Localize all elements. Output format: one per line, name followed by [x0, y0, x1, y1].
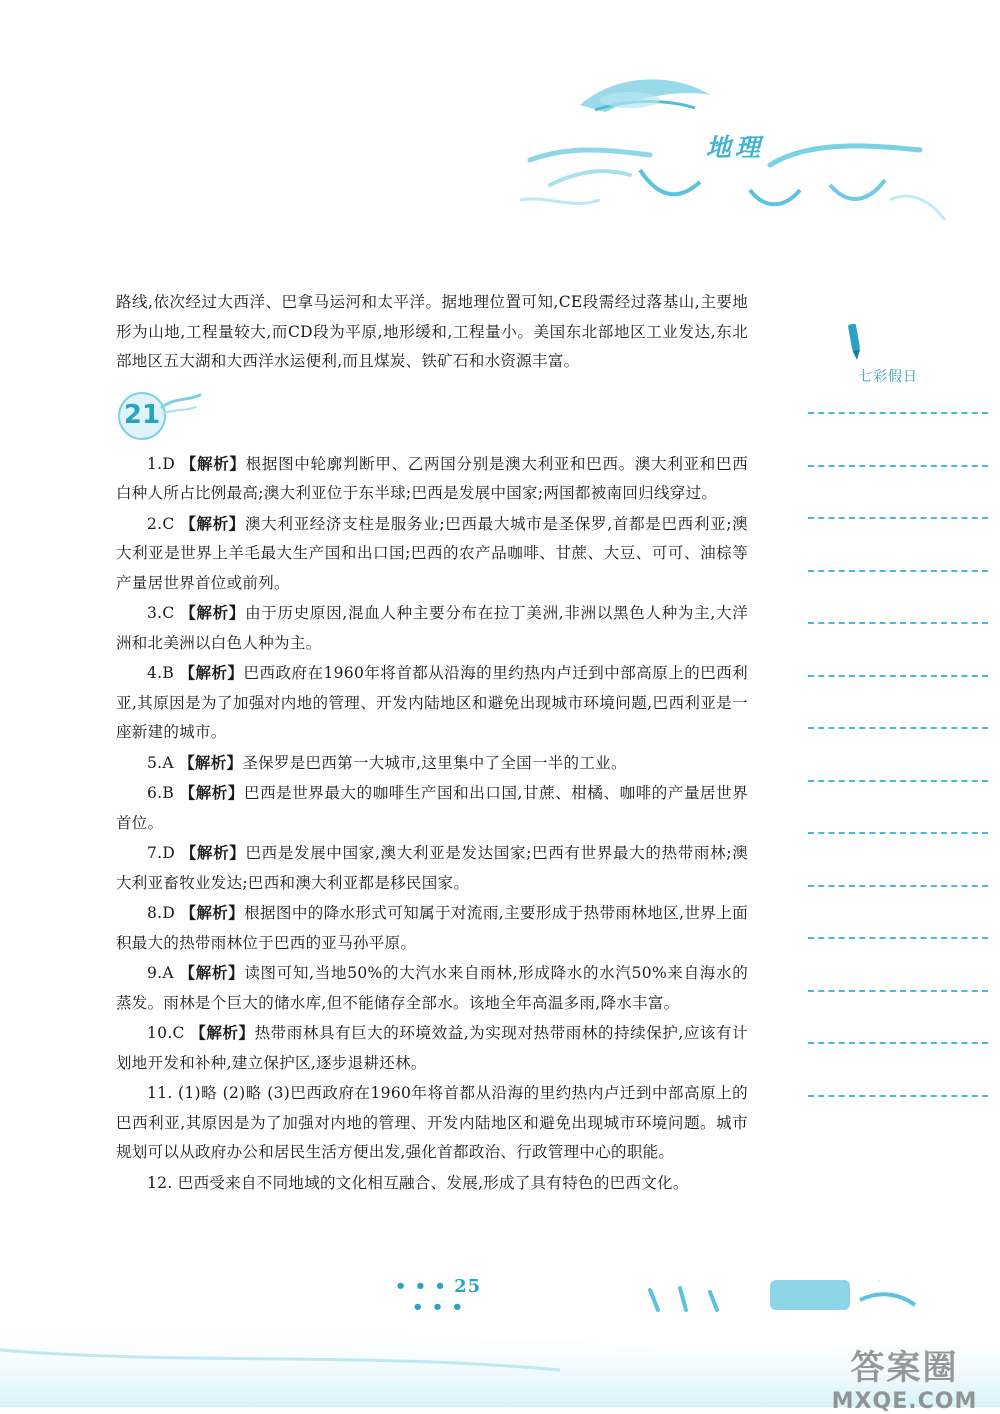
analysis-tag: 【解析】	[180, 513, 245, 533]
answer-number: 5.A	[147, 753, 174, 772]
note-line	[808, 1042, 988, 1044]
note-line	[808, 1095, 988, 1097]
note-line	[808, 675, 988, 677]
answer-number: 10.C	[147, 1024, 185, 1042]
intro-paragraph: 路线,依次经过大西洋、巴拿马运河和太平洋。据地理位置可知,CE段需经过落基山,主要地形为山地,工程量较大,而CD段为平原,地形缓和,工程量小。美国东北部地区工业发达,东北部地区五大湖和大西洋水运便利,而且煤炭、铁矿石和水资源丰富。	[116, 293, 748, 370]
note-line	[808, 832, 988, 834]
note-line	[808, 937, 988, 939]
answer-number: 1.D	[147, 454, 176, 473]
answer-text: 巴西是世界最大的咖啡生产国和出口国,甘蔗、柑橘、咖啡的产量居世界首位。	[116, 784, 749, 832]
analysis-tag: 【解析】	[190, 1023, 255, 1042]
note-line	[808, 780, 988, 782]
note-line	[808, 990, 988, 992]
watermark-cn: 答案圈	[850, 1348, 959, 1388]
section-number: 21	[123, 399, 161, 430]
analysis-tag: 【解析】	[180, 603, 246, 622]
answer-item	[116, 658, 748, 748]
answer-item	[116, 1168, 748, 1199]
answer-item	[116, 598, 748, 658]
note-line	[808, 622, 988, 624]
section-badge	[116, 391, 206, 443]
answer-number: 12.	[147, 1173, 173, 1192]
answer-item	[116, 838, 748, 898]
answer-item	[116, 449, 748, 509]
analysis-tag: 【解析】	[179, 963, 245, 982]
pencil-icon	[842, 322, 866, 362]
answer-number: 6.B	[147, 784, 175, 802]
note-line	[808, 465, 988, 467]
page-number: • • • 25 • • •	[394, 1276, 482, 1318]
answer-number: 2.C	[147, 514, 175, 533]
answer-text: 由于历史原因,混血人种主要分布在拉丁美洲,非洲以黑色人种为主,大洋洲和北美洲以白色人种为主。	[116, 604, 749, 652]
analysis-tag: 【解析】	[180, 843, 246, 862]
note-line	[808, 885, 988, 887]
sidebar-label: 七彩假日	[858, 369, 918, 385]
answer-number: 8.D	[147, 904, 176, 922]
note-line	[808, 727, 988, 729]
answer-text: 根据图中轮廓判断甲、乙两国分别是澳大利亚和巴西。澳大利亚和巴西白种人所占比例最高;澳大利亚位于东半球;巴西是发展中国家;两国都被南回归线穿过。	[116, 454, 748, 502]
answer-number: 7.D	[147, 844, 176, 862]
analysis-tag: 【解析】	[180, 453, 246, 473]
answer-content	[116, 288, 748, 1198]
answer-item	[116, 1078, 748, 1168]
answer-item	[116, 778, 748, 838]
answer-item	[116, 958, 748, 1018]
answer-number: 11.	[147, 1084, 173, 1102]
answer-text: 澳大利亚经济支柱是服务业;巴西最大城市是圣保罗,首都是巴西利亚;澳大利亚是世界上羊毛最大生产国和出口国;巴西的农产品咖啡、甘蔗、大豆、可可、油棕等产量居世界首位或前列。	[116, 514, 748, 592]
note-line	[808, 570, 988, 572]
answer-text: (1)略 (2)略 (3)巴西政府在1960年将首都从沿海的里约热内卢迁到中部高原上的巴西利亚,其原因是为了加强对内地的管理、开发内陆地区和避免出现城市环境问题。城市规划可以从政府办公和居民生活方便出发,强化首都政治、行政管理中心的职能。	[116, 1084, 748, 1161]
answer-text: 巴西是发展中国家,澳大利亚是发达国家;巴西有世界最大的热带雨林;澳大利亚畜牧业发达;巴西和澳大利亚都是移民国家。	[116, 844, 749, 892]
answer-number: 9.A	[147, 964, 174, 982]
watermark-en: MXQE.COM	[831, 1389, 978, 1414]
analysis-tag: 【解析】	[180, 903, 245, 922]
answer-number: 4.B	[147, 664, 175, 682]
answer-item	[116, 898, 748, 958]
analysis-tag: 【解析】	[179, 752, 243, 772]
answer-list	[116, 449, 748, 1199]
note-line	[808, 517, 988, 519]
answer-text: 读图可知,当地50%的大汽水来自雨林,形成降水的水汽50%来自海水的蒸发。雨林是个巨大的储水库,但不能储存全部水。该地全年高温多雨,降水丰富。	[116, 964, 748, 1012]
answer-number: 3.C	[147, 604, 175, 622]
answer-text: 巴西受来自不同地域的文化相互融合、发展,形成了具有特色的巴西文化。	[177, 1173, 689, 1192]
answer-text: 圣保罗是巴西第一大城市,这里集中了全国一半的工业。	[242, 753, 627, 772]
answer-text: 根据图中的降水形式可知属于对流雨,主要形成于热带雨林地区,世界上面积最大的热带雨林位于巴西的亚马孙平原。	[116, 904, 748, 952]
answer-text: 热带雨林具有巨大的环境效益,为实现对热带雨林的持续保护,应该有计划地开发和补种,建立保护区,逐步退耕还林。	[116, 1024, 748, 1072]
answer-item	[116, 748, 748, 779]
answer-text: 巴西政府在1960年将首都从沿海的里约热内卢迁到中部高原上的巴西利亚,其原因是为了加强对内地的管理、开发内陆地区和避免出现城市环境问题,巴西利亚是一座新建的城市。	[116, 664, 748, 741]
analysis-tag: 【解析】	[179, 783, 244, 802]
answer-item	[116, 509, 748, 599]
subject-label: 地理	[706, 133, 765, 162]
note-line	[808, 412, 988, 414]
watermark	[812, 1340, 997, 1414]
answer-item	[116, 1018, 748, 1078]
analysis-tag: 【解析】	[179, 663, 244, 682]
